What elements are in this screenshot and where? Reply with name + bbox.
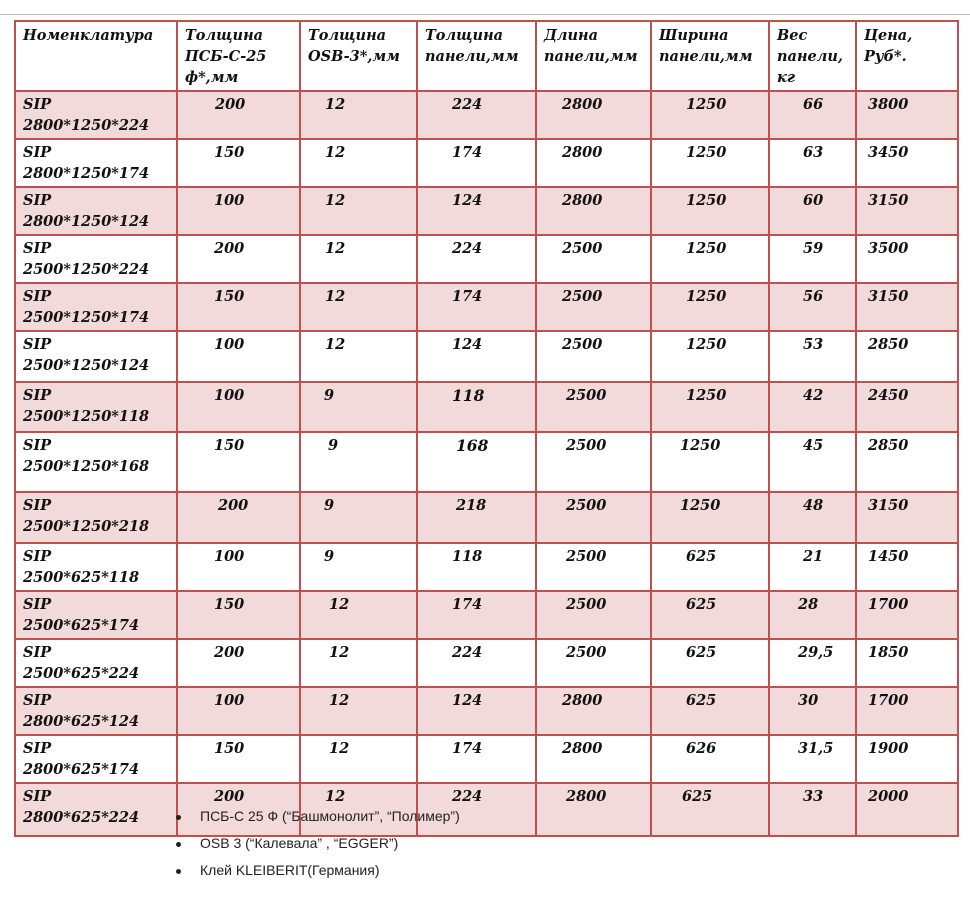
panel-length-cell-value: 2500 (566, 437, 607, 454)
panel-weight-cell-value: 21 (803, 548, 824, 565)
price-cell (856, 591, 958, 639)
price-cell (856, 235, 958, 283)
panel-width-cell-value: 1250 (686, 144, 727, 161)
osb-thickness-cell-value: 12 (325, 788, 346, 805)
nomenclature-cell: SIP 2500*1250*118 (15, 382, 177, 432)
price-cell (856, 639, 958, 687)
psb-thickness-cell (177, 639, 300, 687)
panel-thickness-cell (417, 639, 536, 687)
panel-length-cell-value: 2500 (566, 497, 607, 514)
panel-thickness-cell (417, 687, 536, 735)
panel-weight-cell-value: 45 (803, 437, 824, 454)
panel-length-cell-value: 2500 (566, 644, 607, 661)
table-row (15, 687, 958, 735)
panel-width-cell (651, 187, 769, 235)
osb-thickness-cell (300, 382, 417, 432)
panel-thickness-cell-value: 174 (452, 740, 483, 757)
psb-thickness-cell-value: 200 (214, 788, 245, 805)
osb-thickness-cell-value: 12 (329, 596, 350, 613)
panel-thickness-cell-value: 118 (452, 548, 483, 565)
psb-thickness-cell-value: 100 (214, 548, 245, 565)
header-psb-thickness: Толщина ПСБ-С-25 ф*,мм (177, 21, 300, 91)
panel-thickness-cell (417, 591, 536, 639)
panel-length-cell-value: 2500 (562, 288, 603, 305)
price-cell-value: 3800 (868, 96, 909, 113)
osb-thickness-cell-value: 12 (325, 336, 346, 353)
header-panel-length: Длина панели,мм (536, 21, 651, 91)
psb-thickness-cell (177, 492, 300, 543)
panel-thickness-cell (417, 187, 536, 235)
price-cell (856, 91, 958, 139)
panel-width-cell (651, 543, 769, 591)
price-cell-value: 2450 (868, 387, 909, 404)
panel-width-cell (651, 432, 769, 492)
panel-width-cell (651, 492, 769, 543)
psb-thickness-cell (177, 187, 300, 235)
price-cell (856, 783, 958, 836)
psb-thickness-cell-value: 100 (214, 692, 245, 709)
panel-width-cell (651, 235, 769, 283)
osb-thickness-cell-value: 12 (329, 740, 350, 757)
nomenclature-cell: SIP 2500*625*174 (15, 591, 177, 639)
psb-thickness-cell-value: 200 (218, 497, 249, 514)
panel-width-cell-value: 1250 (680, 437, 721, 454)
osb-thickness-cell-value: 9 (324, 548, 335, 565)
panel-thickness-cell-value: 174 (452, 596, 483, 613)
table-row (15, 139, 958, 187)
nomenclature-cell: SIP 2500*625*224 (15, 639, 177, 687)
price-cell (856, 331, 958, 382)
panel-width-cell (651, 639, 769, 687)
price-cell-value: 2850 (868, 437, 909, 454)
nomenclature-cell: SIP 2500*1250*218 (15, 492, 177, 543)
panel-weight-cell-value: 33 (803, 788, 824, 805)
table-row (15, 283, 958, 331)
osb-thickness-cell (300, 543, 417, 591)
price-cell-value: 2000 (868, 788, 909, 805)
panel-width-cell (651, 139, 769, 187)
panel-length-cell (536, 432, 651, 492)
price-cell-value: 3450 (868, 144, 909, 161)
nomenclature-cell: SIP 2500*1250*224 (15, 235, 177, 283)
psb-thickness-cell (177, 331, 300, 382)
table-row (15, 235, 958, 283)
panel-weight-cell-value: 48 (803, 497, 824, 514)
table-row (15, 591, 958, 639)
header-panel-weight: Вес панели, кг (769, 21, 856, 91)
osb-thickness-cell (300, 639, 417, 687)
panel-width-cell (651, 591, 769, 639)
panel-weight-cell (769, 331, 856, 382)
panel-weight-cell-value: 56 (803, 288, 824, 305)
top-divider (0, 14, 970, 15)
table-row (15, 331, 958, 382)
panel-width-cell-value: 1250 (680, 497, 721, 514)
panel-thickness-cell-value: 224 (452, 788, 483, 805)
panel-length-cell (536, 139, 651, 187)
osb-thickness-cell (300, 187, 417, 235)
osb-thickness-cell (300, 432, 417, 492)
panel-width-cell (651, 283, 769, 331)
osb-thickness-cell (300, 591, 417, 639)
panel-length-cell (536, 783, 651, 836)
psb-thickness-cell-value: 100 (214, 336, 245, 353)
panel-thickness-cell (417, 235, 536, 283)
panel-weight-cell (769, 235, 856, 283)
panel-width-cell-value: 1250 (686, 336, 727, 353)
osb-thickness-cell (300, 235, 417, 283)
panel-weight-cell (769, 591, 856, 639)
header-row (15, 21, 958, 91)
panel-weight-cell-value: 60 (803, 192, 824, 209)
panel-length-cell (536, 283, 651, 331)
price-table (14, 20, 959, 837)
panel-length-cell-value: 2800 (562, 192, 603, 209)
panel-thickness-cell (417, 331, 536, 382)
osb-thickness-cell-value: 9 (324, 387, 335, 404)
panel-thickness-cell (417, 432, 536, 492)
psb-thickness-cell (177, 283, 300, 331)
osb-thickness-cell-value: 12 (325, 288, 346, 305)
price-cell-value: 1450 (868, 548, 909, 565)
panel-weight-cell-value: 66 (803, 96, 824, 113)
panel-length-cell-value: 2800 (566, 788, 607, 805)
panel-length-cell (536, 492, 651, 543)
panel-length-cell-value: 2500 (566, 387, 607, 404)
panel-thickness-cell-value: 224 (452, 96, 483, 113)
psb-thickness-cell (177, 687, 300, 735)
panel-thickness-cell-value: 174 (452, 144, 483, 161)
panel-length-cell-value: 2800 (562, 96, 603, 113)
psb-thickness-cell-value: 100 (214, 192, 245, 209)
table-row (15, 735, 958, 783)
nomenclature-cell: SIP 2800*625*174 (15, 735, 177, 783)
osb-thickness-cell (300, 687, 417, 735)
panel-thickness-cell (417, 139, 536, 187)
panel-width-cell-value: 625 (686, 548, 717, 565)
panel-weight-cell (769, 187, 856, 235)
header-panel-width: Ширина панели,мм (651, 21, 769, 91)
panel-length-cell (536, 91, 651, 139)
panel-weight-cell (769, 543, 856, 591)
nomenclature-cell: SIP 2800*625*224 (15, 783, 177, 836)
panel-width-cell-value: 625 (686, 644, 717, 661)
panel-weight-cell-value: 28 (798, 596, 819, 613)
header-panel-thickness: Толщина панели,мм (417, 21, 536, 91)
price-cell (856, 735, 958, 783)
panel-thickness-cell-value: 168 (456, 436, 489, 455)
price-cell (856, 382, 958, 432)
panel-thickness-cell-value: 124 (452, 692, 483, 709)
panel-weight-cell (769, 139, 856, 187)
panel-width-cell-value: 1250 (686, 288, 727, 305)
panel-weight-cell (769, 283, 856, 331)
table-row (15, 492, 958, 543)
panel-width-cell-value: 1250 (686, 387, 727, 404)
price-cell-value: 1700 (868, 596, 909, 613)
psb-thickness-cell-value: 200 (215, 96, 246, 113)
panel-width-cell (651, 91, 769, 139)
panel-weight-cell-value: 29,5 (798, 644, 834, 661)
panel-length-cell (536, 591, 651, 639)
panel-thickness-cell (417, 91, 536, 139)
osb-thickness-cell (300, 331, 417, 382)
panel-thickness-cell-value: 224 (452, 240, 483, 257)
price-cell (856, 139, 958, 187)
price-cell-value: 1900 (868, 740, 909, 757)
osb-thickness-cell-value: 12 (329, 692, 350, 709)
panel-width-cell-value: 625 (682, 788, 713, 805)
panel-width-cell-value: 625 (686, 692, 717, 709)
osb-thickness-cell-value: 9 (324, 497, 335, 514)
price-cell (856, 432, 958, 492)
panel-weight-cell (769, 687, 856, 735)
table-row (15, 783, 958, 836)
table-row (15, 187, 958, 235)
osb-thickness-cell (300, 91, 417, 139)
psb-thickness-cell-value: 150 (214, 596, 245, 613)
osb-thickness-cell-value: 9 (328, 437, 339, 454)
panel-width-cell-value: 625 (686, 596, 717, 613)
psb-thickness-cell (177, 235, 300, 283)
panel-length-cell (536, 687, 651, 735)
note-item: Клей KLEIBERIT(Германия) (180, 857, 460, 884)
osb-thickness-cell (300, 735, 417, 783)
panel-length-cell-value: 2800 (562, 740, 603, 757)
panel-length-cell (536, 735, 651, 783)
panel-weight-cell-value: 63 (803, 144, 824, 161)
table-row (15, 639, 958, 687)
psb-thickness-cell (177, 432, 300, 492)
panel-weight-cell (769, 639, 856, 687)
nomenclature-cell: SIP 2800*625*124 (15, 687, 177, 735)
panel-width-cell (651, 687, 769, 735)
price-cell-value: 1700 (868, 692, 909, 709)
panel-width-cell (651, 331, 769, 382)
osb-thickness-cell-value: 12 (325, 96, 346, 113)
psb-thickness-cell-value: 150 (214, 437, 245, 454)
psb-thickness-cell-value: 200 (214, 240, 245, 257)
panel-thickness-cell-value: 218 (456, 497, 487, 514)
panel-length-cell (536, 187, 651, 235)
table-row (15, 91, 958, 139)
psb-thickness-cell (177, 139, 300, 187)
header-osb-thickness: Толщина OSB-3*,мм (300, 21, 417, 91)
price-cell-value: 3150 (868, 497, 909, 514)
panel-thickness-cell-value: 124 (452, 336, 483, 353)
header-nomenclature: Номенклатура (15, 21, 177, 91)
osb-thickness-cell-value: 12 (325, 144, 346, 161)
panel-weight-cell-value: 30 (798, 692, 819, 709)
panel-weight-cell-value: 59 (803, 240, 824, 257)
nomenclature-cell: SIP 2500*625*118 (15, 543, 177, 591)
panel-thickness-cell (417, 382, 536, 432)
osb-thickness-cell (300, 139, 417, 187)
nomenclature-cell: SIP 2800*1250*224 (15, 91, 177, 139)
panel-thickness-cell-value: 224 (452, 644, 483, 661)
price-cell-value: 3150 (868, 288, 909, 305)
price-cell-value: 2850 (868, 336, 909, 353)
panel-thickness-cell (417, 735, 536, 783)
osb-thickness-cell (300, 492, 417, 543)
psb-thickness-cell (177, 735, 300, 783)
price-cell-value: 3150 (868, 192, 909, 209)
panel-length-cell-value: 2500 (566, 548, 607, 565)
psb-thickness-cell (177, 591, 300, 639)
osb-thickness-cell-value: 12 (329, 644, 350, 661)
header-price: Цена, Руб*. (856, 21, 958, 91)
panel-length-cell-value: 2500 (562, 240, 603, 257)
nomenclature-cell: SIP 2800*1250*174 (15, 139, 177, 187)
table-row (15, 543, 958, 591)
panel-width-cell-value: 626 (686, 740, 717, 757)
panel-length-cell (536, 639, 651, 687)
panel-width-cell-value: 1250 (686, 96, 727, 113)
panel-length-cell (536, 235, 651, 283)
psb-thickness-cell-value: 200 (214, 644, 245, 661)
panel-thickness-cell-value: 118 (452, 386, 485, 405)
psb-thickness-cell (177, 91, 300, 139)
osb-thickness-cell-value: 12 (325, 240, 346, 257)
table-row (15, 432, 958, 492)
panel-weight-cell (769, 382, 856, 432)
psb-thickness-cell (177, 543, 300, 591)
nomenclature-cell: SIP 2500*1250*168 (15, 432, 177, 492)
panel-width-cell (651, 382, 769, 432)
panel-thickness-cell-value: 124 (452, 192, 483, 209)
osb-thickness-cell-value: 12 (325, 192, 346, 209)
panel-length-cell-value: 2800 (562, 692, 603, 709)
panel-length-cell (536, 331, 651, 382)
panel-width-cell (651, 735, 769, 783)
panel-width-cell-value: 1250 (686, 240, 727, 257)
panel-length-cell (536, 543, 651, 591)
panel-weight-cell-value: 31,5 (798, 740, 834, 757)
panel-thickness-cell (417, 283, 536, 331)
panel-thickness-cell-value: 174 (452, 288, 483, 305)
table-row (15, 382, 958, 432)
note-item: ПСБ-С 25 Ф (“Башмонолит”, “Полимер”) (180, 803, 460, 830)
note-item: OSB 3 (“Калевала” , “EGGER”) (180, 830, 460, 857)
price-cell (856, 283, 958, 331)
panel-weight-cell (769, 91, 856, 139)
price-cell (856, 543, 958, 591)
panel-length-cell-value: 2500 (562, 336, 603, 353)
price-cell-value: 3500 (868, 240, 909, 257)
price-cell (856, 187, 958, 235)
panel-weight-cell (769, 432, 856, 492)
panel-thickness-cell (417, 543, 536, 591)
panel-weight-cell-value: 53 (803, 336, 824, 353)
panel-thickness-cell (417, 492, 536, 543)
panel-length-cell-value: 2800 (562, 144, 603, 161)
psb-thickness-cell-value: 100 (214, 387, 245, 404)
panel-weight-cell-value: 42 (803, 387, 824, 404)
panel-width-cell (651, 783, 769, 836)
panel-width-cell-value: 1250 (686, 192, 727, 209)
price-cell (856, 492, 958, 543)
panel-weight-cell (769, 735, 856, 783)
psb-thickness-cell-value: 150 (214, 288, 245, 305)
psb-thickness-cell (177, 382, 300, 432)
panel-weight-cell (769, 492, 856, 543)
nomenclature-cell: SIP 2500*1250*124 (15, 331, 177, 382)
panel-weight-cell (769, 783, 856, 836)
psb-thickness-cell-value: 150 (214, 144, 245, 161)
nomenclature-cell: SIP 2800*1250*124 (15, 187, 177, 235)
panel-length-cell-value: 2500 (566, 596, 607, 613)
footnotes-list (180, 803, 460, 884)
psb-thickness-cell-value: 150 (214, 740, 245, 757)
panel-length-cell (536, 382, 651, 432)
nomenclature-cell: SIP 2500*1250*174 (15, 283, 177, 331)
price-cell-value: 1850 (868, 644, 909, 661)
price-cell (856, 687, 958, 735)
osb-thickness-cell (300, 283, 417, 331)
